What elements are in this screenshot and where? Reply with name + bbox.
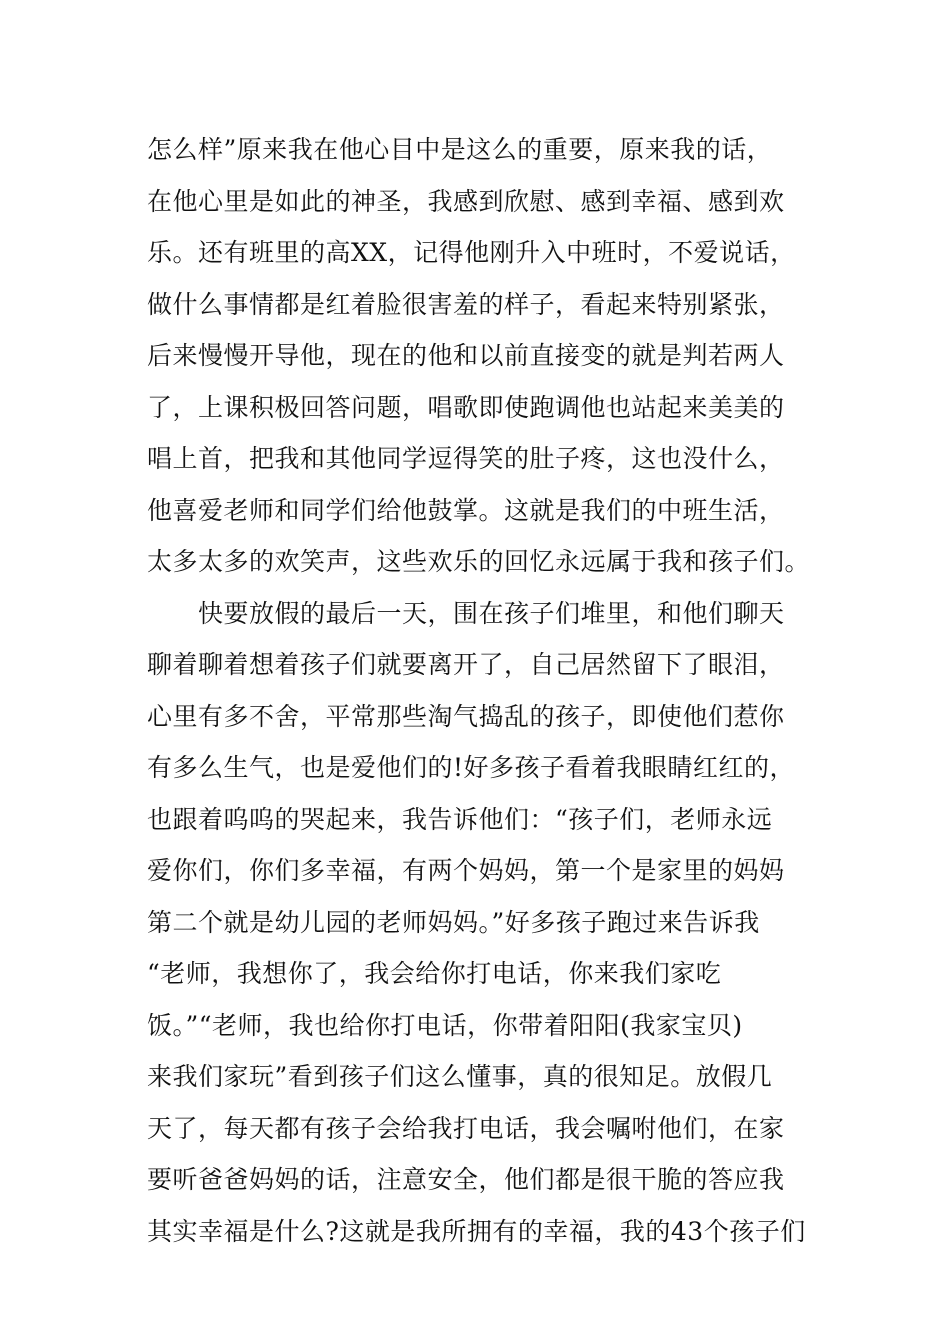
text-line: 第二个就是幼儿园的老师妈妈。”好多孩子跑过来告诉我 — [147, 907, 760, 937]
text-line: 唱上首，把我和其他同学逗得笑的肚子疼，这也没什么， — [147, 444, 785, 473]
text-line: 爱你们，你们多幸福，有两个妈妈，第一个是家里的妈妈 — [147, 856, 785, 885]
text-line: 饭。”“老师，我也给你打电话，你带着阳阳(我家宝贝) — [147, 1010, 743, 1040]
text-line: 在他心里是如此的神圣，我感到欣慰、感到幸福、感到欢 — [147, 186, 785, 216]
text-line: 乐。还有班里的高XX，记得他刚升入中班时，不爱说话， — [147, 238, 796, 267]
text-line: 太多太多的欢笑声，这些欢乐的回忆永远属于我和孩子们。 — [147, 547, 811, 576]
text-line: “老师，我想你了，我会给你打电话，你来我们家吃 — [147, 959, 722, 988]
text-line: 来我们家玩”看到孩子们这么懂事，真的很知足。放假几 — [147, 1062, 773, 1091]
text-line: 要听爸爸妈妈的话，注意安全，他们都是很干脆的答应我 — [147, 1165, 785, 1194]
text-line: 也跟着呜呜的哭起来，我告诉他们：“孩子们，老师永远 — [147, 804, 773, 834]
text-line: 怎么样”原来我在他心目中是这么的重要，原来我的话， — [147, 135, 773, 164]
body-text — [147, 124, 817, 1257]
text-line: 其实幸福是什么?这就是我所拥有的幸福，我的43个孩子们 — [147, 1216, 806, 1246]
text-line: 有多么生气，也是爱他们的!好多孩子看着我眼睛红红的， — [147, 753, 796, 782]
text-line: 天了，每天都有孩子会给我打电话，我会嘱咐他们，在家 — [147, 1113, 785, 1143]
paragraph-start-line: 快要放假的最后一天，围在孩子们堆里，和他们聊天 — [147, 598, 785, 628]
text-line: 他喜爱老师和同学们给他鼓掌。这就是我们的中班生活， — [147, 495, 785, 525]
text-line: 做什么事情都是红着脸很害羞的样子，看起来特别紧张， — [147, 289, 785, 319]
text-line: 心里有多不舍，平常那些淘气捣乱的孩子，即使他们惹你 — [147, 701, 785, 731]
text-line: 了，上课积极回答问题，唱歌即使跑调他也站起来美美的 — [147, 392, 785, 422]
text-line: 后来慢慢开导他，现在的他和以前直接变的就是判若两人 — [147, 341, 785, 370]
text-line: 聊着聊着想着孩子们就要离开了，自己居然留下了眼泪， — [147, 650, 785, 679]
